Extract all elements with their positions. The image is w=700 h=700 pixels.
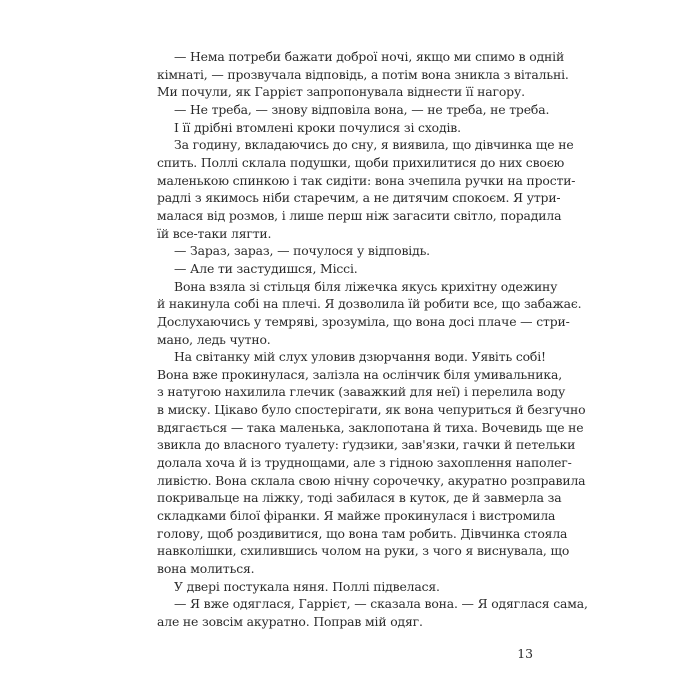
text-line: Вона вже прокинулася, залізла на ослінчик біля умивальника, [157,366,562,382]
text-line: За годину, вкладаючись до сну, я виявила, що дівчинка ще не [174,137,574,153]
text-line: Ми почули, як Гаррієт запропонувала віднести її нагору. [157,84,525,100]
text-line: малася від розмов, і лише перш ніж загасити світло, порадила [157,207,562,223]
text-line: й накинула собі на плечі. Я дозволила їй робити все, що забажає. [157,296,582,312]
text-line: їй все-таки лягти. [157,225,272,241]
text-line: вдягається — така маленька, заклопотана й тиха. Вочевидь ще не [157,419,584,435]
text-line: вона молиться. [157,561,255,577]
page-number: 13 [517,646,533,661]
text-line: Дослухаючись у темряві, зрозуміла, що вона досі плаче — стри- [157,313,570,329]
text-line: — Я вже одяглася, Гаррієт, — сказала вона. — Я одяглася сама, [174,596,588,612]
text-line: — Нема потреби бажати доброї ночі, якщо ми спимо в одній [174,49,565,64]
text-line: навколішки, схилившись чолом на руки, з чого я виснувала, що [157,543,570,559]
text-line: голову, щоб роздивитися, що вона там робить. Дівчинка стояла [157,525,568,541]
text-line: мано, ледь чутно. [157,331,271,347]
text-line: складками білої фіранки. Я майже прокинулася і вистромила [157,508,556,524]
text-line: маленькою спинкою і так сидіти: вона зчепила ручки на прости- [157,172,576,188]
text-line: — Зараз, зараз, — почулося у відповідь. [174,243,430,259]
text-line: спить. Поллі склала подушки, щоби прихилитися до них своєю [157,154,565,170]
text-line: Вона взяла зі стільця біля ліжечка якусь крихітну одежину [174,278,558,294]
text-line: ливістю. Вона склала свою нічну сорочечку, акуратно розправила [157,472,586,488]
text-line: в миску. Цікаво було спостерігати, як вона чепуриться й безгучно [157,402,586,418]
text-line: радлі з якимось ніби старечим, а не дитячим спокоєм. Я утри- [157,190,561,206]
text-line: І її дрібні втомлені кроки почулися зі сходів. [174,119,461,135]
page-body-text [157,48,588,631]
text-line: кімнаті, — прозвучала відповідь, а потім вона зникла з вітальні. [157,66,569,82]
text-line: з натугою нахилила глечик (заважкий для неї) і перелила воду [157,384,566,400]
text-line: — Не треба, — знову відповіла вона, — не треба, не треба. [174,101,550,117]
text-line: У двері постукала няня. Поллі підвелася. [174,578,440,594]
text-line: — Але ти застудишся, Міссі. [174,260,358,276]
text-line: покривальце на ліжку, тоді забилася в куток, де й завмерла за [157,490,562,506]
text-line: На світанку мій слух уловив дзюрчання води. Уявіть собі! [174,349,546,365]
text-line: долала хоча й із труднощами, але з гідною захоплення наполег- [157,455,572,471]
text-line: звикла до власного туалету: ґудзики, зав'язки, гачки й петельки [157,437,576,453]
text-line: але не зовсім акуратно. Поправ мій одяг. [157,614,423,629]
